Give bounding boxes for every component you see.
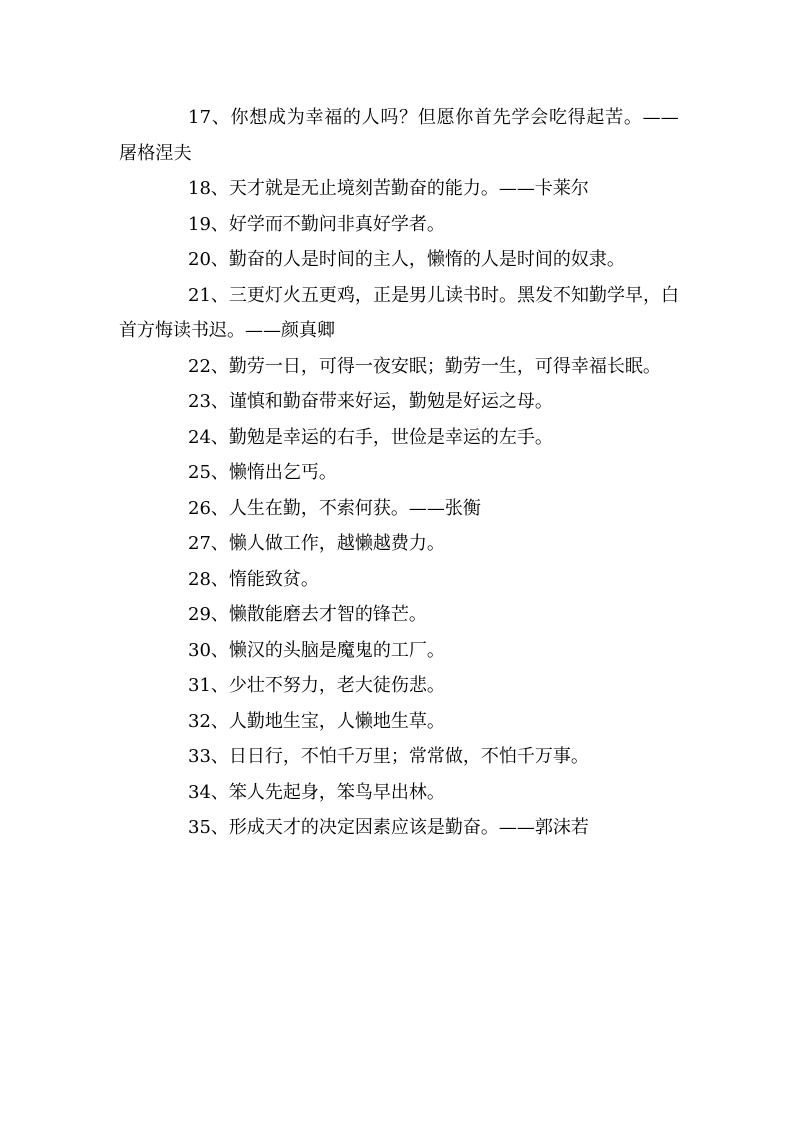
quote-26: 26、人生在勤，不索何获。——张衡 (188, 497, 481, 519)
quote-33: 33、日日行，不怕千万里；常常做，不怕千万事。 (188, 746, 589, 767)
quote-list (119, 100, 679, 846)
quote-21: 21、三更灯火五更鸡，正是男儿读书时。黑发不知勤学早，白首方悔读书迟。——颜真卿 (119, 284, 679, 341)
quote-28: 28、惰能致贫。 (188, 568, 319, 590)
quote-24: 24、勤勉是幸运的右手，世俭是幸运的左手。 (188, 426, 553, 448)
quote-20: 20、勤奋的人是时间的主人，懒惰的人是时间的奴隶。 (188, 249, 625, 270)
quote-35: 35、形成天才的决定因素应该是勤奋。——郭沫若 (188, 817, 589, 838)
quote-22: 22、勤劳一日，可得一夜安眠；勤劳一生，可得幸福长眠。 (188, 355, 661, 377)
quote-32: 32、人勤地生宝，人懒地生草。 (188, 710, 445, 732)
quote-19: 19、好学而不勤问非真好学者。 (188, 213, 445, 235)
quote-18: 18、天才就是无止境刻苦勤奋的能力。——卡莱尔 (188, 178, 589, 199)
quote-23: 23、谨慎和勤奋带来好运，勤勉是好运之母。 (188, 391, 553, 412)
quote-25: 25、懒惰出乞丐。 (188, 462, 337, 483)
quote-34: 34、笨人先起身，笨鸟早出林。 (188, 781, 445, 803)
quote-29: 29、懒散能磨去才智的锋芒。 (188, 604, 427, 625)
quote-31: 31、少壮不努力，老大徒伤悲。 (188, 675, 445, 696)
quote-30: 30、懒汉的头脑是魔鬼的工厂。 (188, 639, 445, 661)
quote-27: 27、懒人做工作，越懒越费力。 (188, 533, 445, 554)
quote-17: 17、你想成为幸福的人吗？但愿你首先学会吃得起苦。——屠格涅夫 (119, 107, 679, 164)
